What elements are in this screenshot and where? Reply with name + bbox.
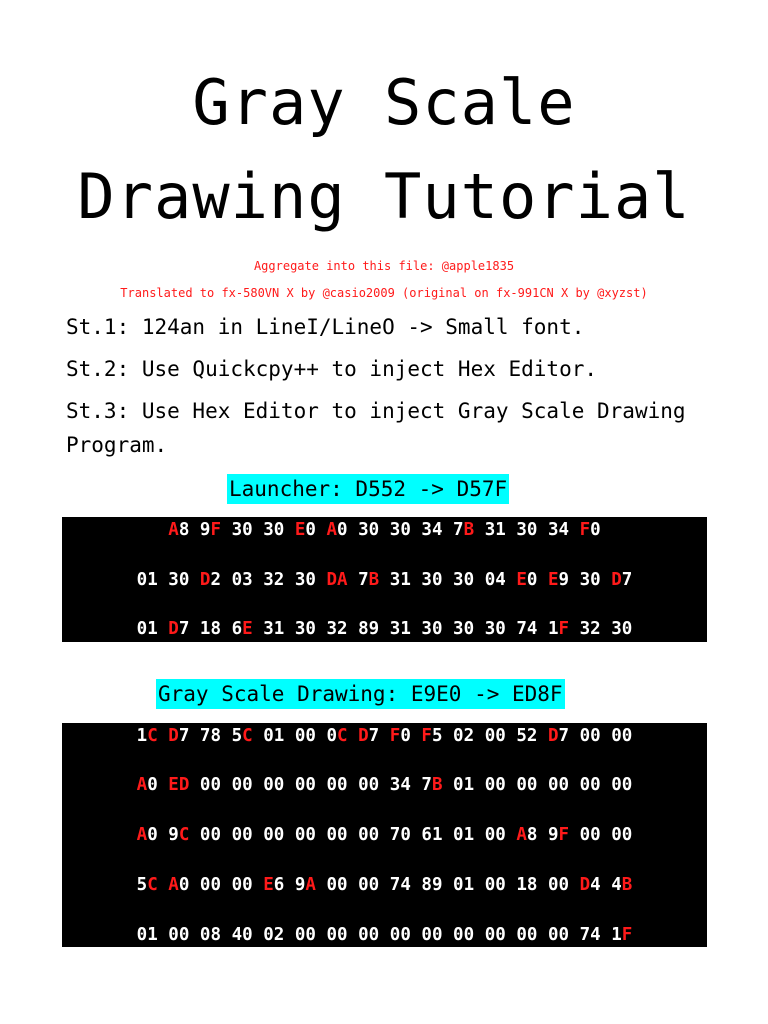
drawing-label: Gray Scale Drawing: E9E0 -> ED8F (156, 679, 565, 709)
credit-aggregate: Aggregate into this file: @apple1835 (253, 259, 515, 273)
step-1: St.1: 124an in LineI/LineO -> Small font. (66, 315, 585, 339)
credit-translation: Translated to fx-580VN X by @casio2009 (original on fx-991CN X by @xyzst) (120, 286, 648, 300)
drawing-hex-row: 01 00 08 40 02 00 00 00 00 00 00 00 00 00 74 1F (136, 925, 633, 945)
step-2: St.2: Use Quickcpy++ to inject Hex Editor. (66, 357, 598, 381)
step-3: St.3: Use Hex Editor to inject Gray Scale Drawing Program. (66, 399, 699, 457)
launcher-hex-row: 01 D7 18 6E 31 30 32 89 31 30 30 30 74 1F 32 30 (136, 619, 633, 639)
page-title-line-1: Gray Scale (192, 66, 576, 139)
drawing-hex-row: A0 9C 00 00 00 00 00 00 70 61 01 00 A8 9F 00 00 (136, 825, 633, 845)
drawing-hex-block (62, 723, 707, 947)
launcher-label: Launcher: D552 -> D57F (227, 474, 509, 504)
launcher-hex-row: 01 30 D2 03 32 30 DA 7B 31 30 30 04 E0 E9 30 D7 (136, 570, 633, 590)
drawing-hex-row: 1C D7 78 5C 01 00 0C D7 F0 F5 02 00 52 D7 00 00 (136, 726, 633, 746)
drawing-hex-row: 5C A0 00 00 E6 9A 00 00 74 89 01 00 18 00 D4 4B (136, 875, 633, 895)
launcher-hex-row: A8 9F 30 30 E0 A0 30 30 34 7B 31 30 34 F0 (168, 520, 601, 540)
launcher-hex-block (62, 517, 707, 642)
page-title-line-2: Drawing Tutorial (77, 160, 691, 233)
drawing-hex-row: A0 ED 00 00 00 00 00 00 34 7B 01 00 00 00 00 00 (136, 775, 633, 795)
